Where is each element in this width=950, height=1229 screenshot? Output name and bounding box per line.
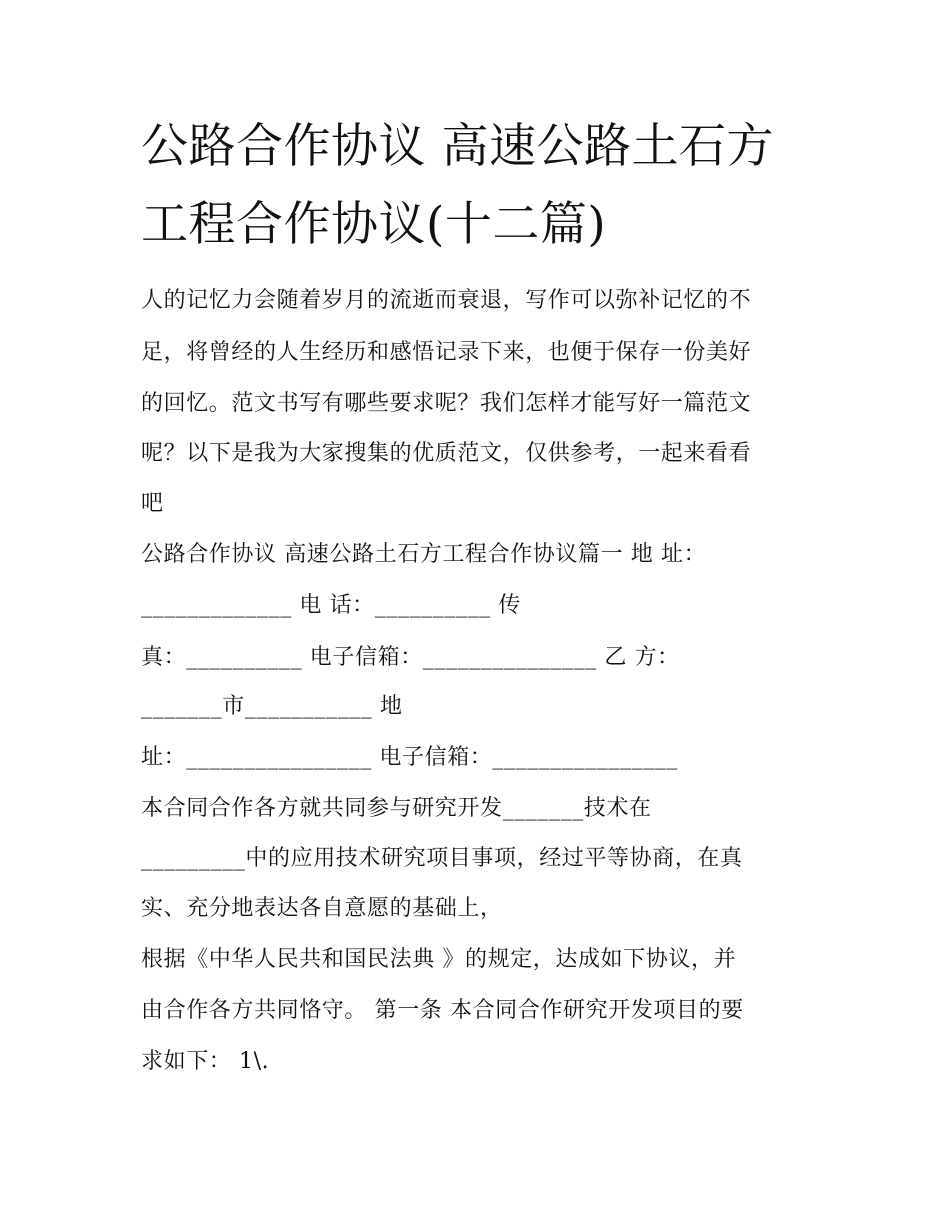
contract-line-9: 由合作各方共同恪守。 第一条 本合同合作研究开发项目的要 (141, 998, 744, 1023)
document-title-line-2: 工程合作协议(十二篇) (141, 197, 607, 252)
intro-line-2: 足，将曾经的人生经历和感悟记录下来，也便于保存一份美好 (141, 340, 752, 365)
document-title-line-1: 公路合作协议 高速公路土石方 (141, 119, 774, 174)
contract-line-1: _____________ 电 话：__________ 传 (141, 593, 521, 618)
contract-line-10: 求如下： 1\. (141, 1049, 270, 1074)
contract-line-2: 真：__________ 电子信箱：_______________ 乙 方： (141, 645, 680, 670)
contract-line-5: 本合同合作各方就共同参与研究开发_______技术在 (141, 796, 652, 821)
contract-line-4: 址：________________ 电子信箱：________________ (141, 745, 678, 770)
section-heading-line: 公路合作协议 高速公路土石方工程合作协议篇一 地 址： (141, 542, 707, 567)
contract-line-8: 根据《中华人民共和国民法典 》的规定，达成如下协议，并 (141, 947, 737, 972)
intro-line-4: 呢？以下是我为大家搜集的优质范文，仅供参考，一起来看看 (141, 441, 752, 466)
contract-line-7: 实、充分地表达各自意愿的基础上， (141, 896, 503, 921)
intro-line-3: 的回忆。范文书写有哪些要求呢？我们怎样才能写好一篇范文 (141, 391, 752, 416)
intro-line-5: 吧 (141, 491, 164, 516)
contract-line-6: _________中的应用技术研究项目事项，经过平等协商，在真 (141, 846, 743, 871)
intro-line-1: 人的记忆力会随着岁月的流逝而衰退，写作可以弥补记忆的不 (141, 288, 752, 313)
contract-line-3: _______市___________ 地 (141, 694, 403, 719)
